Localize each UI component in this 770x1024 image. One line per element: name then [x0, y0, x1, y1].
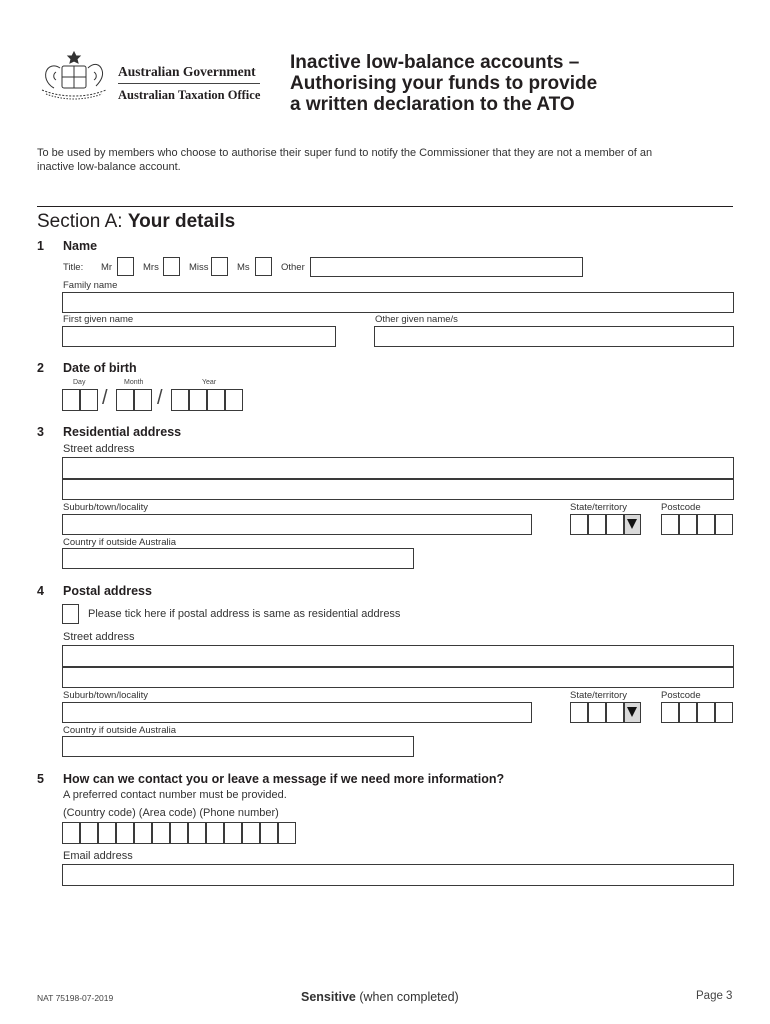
intro-line: To be used by members who choose to authorise their super fund to notify the Commissioner that they are not a member of an — [37, 147, 653, 159]
title-other-label: Other — [281, 262, 305, 273]
phone-digit-cell[interactable] — [116, 822, 134, 844]
dob-month-label: Month — [124, 379, 144, 386]
form-code: NAT 75198-07-2019 — [37, 993, 114, 1003]
phone-digit-cell[interactable] — [134, 822, 152, 844]
dob-separator: / — [102, 387, 108, 409]
residential-postcode-digit[interactable] — [679, 514, 697, 535]
dob-month-digit[interactable] — [134, 389, 152, 411]
question-number: 4 — [37, 584, 44, 598]
question-title: Date of birth — [63, 361, 137, 375]
title-label: Title: — [63, 262, 84, 273]
agency-name: Australian Taxation Office — [118, 88, 261, 102]
page-number: Page 3 — [696, 990, 733, 1002]
phone-digit-cell[interactable] — [206, 822, 224, 844]
title-mr-checkbox[interactable] — [117, 257, 134, 276]
phone-digit-cell[interactable] — [170, 822, 188, 844]
section-prefix: Section A: — [37, 211, 128, 232]
dob-year-digit[interactable] — [189, 389, 207, 411]
residential-country-field[interactable] — [62, 548, 414, 569]
phone-digit-cell[interactable] — [224, 822, 242, 844]
intro-line: inactive low-balance account. — [37, 161, 181, 173]
phone-digit-cell[interactable] — [188, 822, 206, 844]
postal-state-cell[interactable] — [606, 702, 624, 723]
other-given-names-field[interactable] — [374, 326, 734, 347]
first-given-name-label: First given name — [63, 314, 134, 325]
title-mr-label: Mr — [101, 262, 113, 273]
postal-state-cell[interactable] — [570, 702, 588, 723]
question-number: 2 — [37, 361, 44, 375]
title-other-field[interactable] — [310, 257, 583, 277]
postal-state-label: State/territory — [570, 690, 628, 701]
phone-digit-cell[interactable] — [80, 822, 98, 844]
dob-year-label: Year — [202, 379, 217, 386]
phone-digit-cell[interactable] — [242, 822, 260, 844]
page-title — [290, 52, 597, 115]
dob-year-digit[interactable] — [225, 389, 243, 411]
phone-format-label: (Country code) (Area code) (Phone number) — [63, 807, 279, 819]
residential-state-dropdown-icon[interactable] — [624, 514, 641, 535]
postal-same-label: Please tick here if postal address is same as residential address — [88, 608, 401, 620]
section-heading — [37, 211, 235, 233]
sensitive-marking — [301, 990, 459, 1004]
postal-country-field[interactable] — [62, 736, 414, 757]
title-miss-label: Miss — [189, 262, 209, 273]
dob-year-digit[interactable] — [207, 389, 225, 411]
question-number: 1 — [37, 239, 44, 253]
residential-country-label: Country if outside Australia — [63, 537, 177, 548]
title-mrs-checkbox[interactable] — [163, 257, 180, 276]
postal-postcode-label: Postcode — [661, 690, 701, 701]
phone-digit-cell[interactable] — [98, 822, 116, 844]
residential-street-line-2[interactable] — [62, 479, 734, 500]
postal-same-checkbox[interactable] — [62, 604, 79, 624]
question-title: Name — [63, 239, 98, 253]
phone-digit-cell[interactable] — [152, 822, 170, 844]
first-given-name-field[interactable] — [62, 326, 336, 347]
title-ms-checkbox[interactable] — [255, 257, 272, 276]
residential-postcode-digit[interactable] — [697, 514, 715, 535]
email-field[interactable] — [62, 864, 734, 886]
dob-day-label: Day — [73, 379, 86, 386]
postal-postcode-digit[interactable] — [661, 702, 679, 723]
government-crest-icon — [36, 50, 112, 102]
postal-street-line-2[interactable] — [62, 667, 734, 688]
postal-suburb-label: Suburb/town/locality — [63, 690, 149, 701]
postal-suburb-field[interactable] — [62, 702, 532, 723]
residential-state-cell[interactable] — [570, 514, 588, 535]
email-label: Email address — [63, 850, 133, 862]
residential-street-label: Street address — [63, 443, 135, 455]
residential-state-cell[interactable] — [588, 514, 606, 535]
dob-month-digit[interactable] — [116, 389, 134, 411]
postal-state-cell[interactable] — [588, 702, 606, 723]
residential-suburb-label: Suburb/town/locality — [63, 502, 149, 513]
dob-year-digit[interactable] — [171, 389, 189, 411]
intro-text — [37, 146, 652, 174]
sensitive-qualifier: (when completed) — [355, 990, 459, 1004]
page-title-line: a written declaration to the ATO — [290, 94, 575, 115]
postal-postcode-digit[interactable] — [697, 702, 715, 723]
phone-digit-cell[interactable] — [260, 822, 278, 844]
family-name-field[interactable] — [62, 292, 734, 313]
residential-street-line-1[interactable] — [62, 457, 734, 479]
residential-postcode-label: Postcode — [661, 502, 701, 513]
dob-day-digit[interactable] — [62, 389, 80, 411]
question-title: Postal address — [63, 584, 152, 598]
postal-state-dropdown-icon[interactable] — [624, 702, 641, 723]
phone-digit-cell[interactable] — [278, 822, 296, 844]
postal-street-label: Street address — [63, 631, 135, 643]
family-name-label: Family name — [63, 280, 118, 291]
title-mrs-label: Mrs — [143, 262, 159, 273]
title-ms-label: Ms — [237, 262, 250, 273]
sensitive-word: Sensitive — [301, 990, 356, 1004]
residential-state-label: State/territory — [570, 502, 628, 513]
question-title: How can we contact you or leave a message if we need more information? — [63, 772, 505, 786]
residential-state-cell[interactable] — [606, 514, 624, 535]
residential-postcode-digit[interactable] — [661, 514, 679, 535]
other-given-names-label: Other given name/s — [375, 314, 458, 325]
dob-separator: / — [157, 387, 163, 409]
question-number: 5 — [37, 772, 44, 786]
government-name: Australian Government — [118, 64, 256, 79]
section-title: Your details — [127, 211, 236, 232]
dob-day-digit[interactable] — [80, 389, 98, 411]
postal-postcode-digit[interactable] — [715, 702, 733, 723]
postal-street-line-1[interactable] — [62, 645, 734, 667]
section-divider — [37, 206, 733, 207]
page-title-line: Authorising your funds to provide — [290, 73, 598, 94]
contact-subtext: A preferred contact number must be provided. — [63, 789, 287, 801]
phone-digit-cell[interactable] — [62, 822, 80, 844]
residential-postcode-digit[interactable] — [715, 514, 733, 535]
header-divider — [118, 83, 260, 84]
postal-postcode-digit[interactable] — [679, 702, 697, 723]
title-miss-checkbox[interactable] — [211, 257, 228, 276]
question-number: 3 — [37, 425, 44, 439]
postal-country-label: Country if outside Australia — [63, 725, 177, 736]
question-title: Residential address — [63, 425, 182, 439]
page-title-line: Inactive low-balance accounts – — [290, 52, 580, 73]
residential-suburb-field[interactable] — [62, 514, 532, 535]
